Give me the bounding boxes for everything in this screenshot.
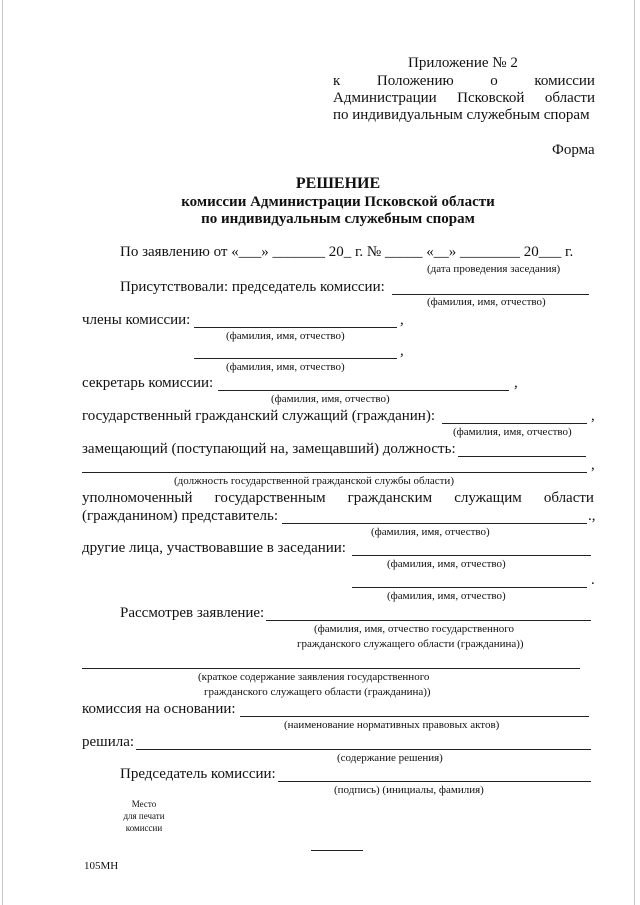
member-2-line <box>194 358 397 359</box>
member-1-fio-hint: (фамилия, имя, отчество) <box>226 330 345 342</box>
document-title: РЕШЕНИЕ <box>295 175 381 192</box>
applicant-line <box>266 620 591 621</box>
header-line-4: по индивидуальным служебным спорам <box>333 107 590 123</box>
chair-fio-hint: (фамилия, имя, отчество) <box>427 296 546 308</box>
comma: , <box>400 312 404 328</box>
header-line-2 <box>333 73 595 90</box>
summary-hint-2: гражданского служащего области (гражданина)) <box>204 686 431 698</box>
comma: , <box>400 343 404 359</box>
others-fio-hint-2: (фамилия, имя, отчество) <box>387 590 506 602</box>
position-hint: (должность государственной гражданской службы области) <box>174 475 454 487</box>
summary-line <box>82 668 580 669</box>
others-fio-hint-1: (фамилия, имя, отчество) <box>387 558 506 570</box>
header-word: Администрации <box>333 90 437 106</box>
secretary-label: секретарь комиссии: <box>82 375 214 391</box>
applicant-hint-2: гражданского служащего области (гражданина)) <box>297 638 524 650</box>
members-label: члены комиссии: <box>82 312 191 328</box>
secretary-fio-hint: (фамилия, имя, отчество) <box>271 393 390 405</box>
others-label: другие лица, участвовавшие в заседании: <box>82 540 346 556</box>
rep-end: ., <box>588 508 596 524</box>
chair-name-line <box>392 294 589 295</box>
seal-line-1: Место <box>131 799 157 809</box>
basis-label: комиссия на основании: <box>82 701 236 717</box>
title-subline-2: по индивидуальным служебным спорам <box>201 211 475 227</box>
seal-line-2: для печати <box>123 811 165 821</box>
comma: , <box>514 375 518 391</box>
civil-servant-label: государственный гражданский служащий (гражданин): <box>82 408 435 424</box>
left-page-edge <box>2 0 3 905</box>
period: . <box>591 572 595 588</box>
others-line-2 <box>352 587 587 588</box>
document-code: 105МН <box>84 860 119 872</box>
header-line-3 <box>333 90 595 107</box>
chairman-label: Председатель комиссии: <box>120 766 276 782</box>
decided-label: решила: <box>82 734 135 750</box>
representative-fio-hint: (фамилия, имя, отчество) <box>371 526 490 538</box>
present-chair-label: Присутствовали: председатель комиссии: <box>120 279 385 295</box>
position-line <box>82 472 587 473</box>
header-word: Псковской <box>457 90 525 106</box>
appendix-number: Приложение № 2 <box>408 55 518 71</box>
rep-word: служащим <box>454 490 522 506</box>
chairman-signature-line <box>278 781 591 782</box>
rep-word: уполномоченный <box>82 490 193 506</box>
considered-label: Рассмотрев заявление: <box>120 605 265 621</box>
civil-servant-fio-hint: (фамилия, имя, отчество) <box>453 426 572 438</box>
header-word: комиссии <box>534 73 595 89</box>
acts-hint: (наименование нормативных правовых актов) <box>284 719 500 731</box>
seal-line-3: комиссии <box>125 823 163 833</box>
header-word: о <box>490 73 498 89</box>
meeting-date-hint: (дата проведения заседания) <box>427 263 561 275</box>
header-word: к <box>333 73 341 89</box>
header-word: области <box>544 90 595 106</box>
title-subline-1: комиссии Администрации Псковской области <box>181 194 495 210</box>
substituting-label: замещающий (поступающий на, замещавший) должность: <box>82 441 456 457</box>
form-label: Форма <box>552 142 595 158</box>
member-2-fio-hint: (фамилия, имя, отчество) <box>226 361 345 373</box>
secretary-line <box>218 390 509 391</box>
summary-hint-1: (краткое содержание заявления государственного <box>198 671 430 683</box>
representative-label: (гражданином) представитель: <box>82 508 278 524</box>
signature-hint: (подпись) (инициалы, фамилия) <box>334 784 484 796</box>
application-line: По заявлению от «___» _______ 20_ г. № _____ «__» ________ 20___ г. <box>120 244 574 260</box>
decision-line <box>136 749 591 750</box>
decision-hint: (содержание решения) <box>337 752 443 764</box>
substituting-line-1 <box>458 456 586 457</box>
rep-word: области <box>543 490 594 506</box>
civil-servant-line <box>442 423 587 424</box>
rep-word: государственным <box>214 490 326 506</box>
rep-word: гражданским <box>347 490 433 506</box>
representative-line <box>282 523 587 524</box>
basis-line <box>240 716 589 717</box>
comma: , <box>591 457 595 473</box>
comma: , <box>591 408 595 424</box>
seal-place <box>100 798 188 834</box>
bottom-rule <box>311 850 363 851</box>
representative-line-1 <box>82 490 594 507</box>
header-word: Положению <box>376 73 454 89</box>
member-1-line <box>194 327 397 328</box>
applicant-hint-1: (фамилия, имя, отчество государственного <box>314 623 515 635</box>
others-line-1 <box>352 555 591 556</box>
right-page-edge <box>634 0 635 905</box>
